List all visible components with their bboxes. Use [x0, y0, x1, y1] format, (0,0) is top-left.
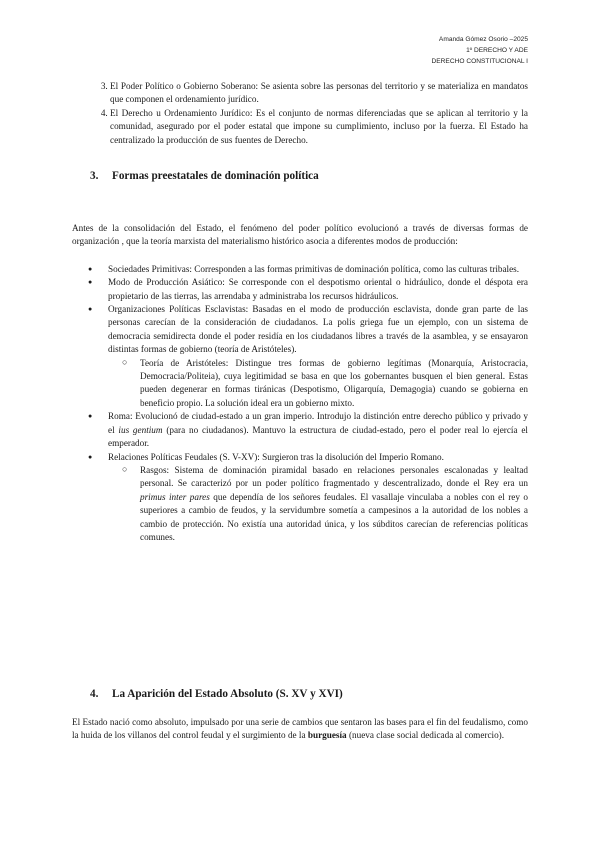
- rasgos-text-b: que dependía de los señores feudales. El vasallaje vinculaba a nobles con el rey o superiores a cambio de feudos, y la servidumbre sometía a campesinos a la autoridad de los nobles a cambio de protección. No existía una autoridad única, y los súbditos carecían de referencias políticas comunes.: [140, 491, 529, 542]
- roma-text-b: (para no ciudadanos). Mantuvo la estructura de ciudad-estado, pero el poder real lo ejercía el emperador.: [108, 424, 528, 449]
- page-content: [72, 80, 529, 741]
- bullet-esclavistas: [108, 303, 528, 410]
- intro-numbered-list: [72, 80, 528, 147]
- header-course: 1º DERECHO Y ADE: [466, 47, 528, 54]
- section-3-heading: [72, 170, 319, 183]
- roma-ius-gentium: ius gentium: [118, 424, 163, 435]
- section-4-text-b: (nueva clase social dedicada al comercio).: [346, 730, 505, 741]
- rasgos-primus-inter-pares: primus inter pares: [140, 491, 210, 502]
- section-4-heading: [72, 688, 343, 701]
- sub-bullet-aristoteles: ○ Teoría de Aristóteles: Distingue tres formas de gobierno legítimas (Monarquía, Aristocracia, Democracia/Politeia), cuya legitimidad se basa en que los gobernantes busquen el bien general. Estas pueden degenerar en formas tiránicas (Despotismo, Oligarquía, Demagogia) cuando se gobierna en beneficio propio. La solución ideal era un gobierno mixto.: [140, 357, 528, 411]
- section-4-title: La Aparición del Estado Absoluto (S. XV y XVI): [112, 688, 343, 700]
- roma-text-a: Roma: Evolucionó de ciudad-estado a un gran imperio. Introdujo la distinción entre derecho público y privado y el: [108, 411, 528, 435]
- burguesia-term: burguesía: [307, 730, 347, 741]
- list-item-poder-politico: 3. El Poder Político o Gobierno Soberano: Se asienta sobre las personas del territorio y se materializa en mandatos que componen el ordenamiento jurídico.: [110, 80, 528, 107]
- section-4-paragraph: [72, 716, 528, 743]
- section-4-text-a: El Estado nació como absoluto, impulsado por una serie de cambios que sentaron las bases para el fin del feudalismo, como la huida de los villanos del control feudal y el surgimiento de la: [72, 717, 528, 741]
- section-3-body: [72, 222, 528, 544]
- bullet-feudales: [108, 451, 528, 545]
- header-subject: DERECHO CONSTITUCIONAL I: [431, 58, 528, 65]
- rasgos-text-a: Rasgos: Sistema de dominación piramidal basado en relaciones personales escalonadas y lealtad personal. Se caracterizó por un poder político fragmentado y descentralizado, donde el Rey era un: [140, 464, 528, 489]
- feudales-sublist: [108, 464, 528, 544]
- header-author: Amanda Gómez Osorio –2025: [438, 36, 528, 43]
- bullet-sociedades-primitivas: ● Sociedades Primitivas: Corresponden a las formas primitivas de dominación política, como las culturas tribales.: [108, 263, 528, 276]
- section-4-number: 4.: [90, 688, 99, 700]
- forms-bullet-list: [72, 263, 528, 545]
- list-item-derecho: 4. El Derecho u Ordenamiento Jurídico: Es el conjunto de normas diferenciadas que se aplican al territorio y la comunidad, asegurado por el poder estatal que impone su cumplimiento, incluso por la fuerza. El Estado ha centralizado la producción de sus fuentes de Derecho.: [110, 107, 528, 147]
- bullet-modo-asiatico: ● Modo de Producción Asiático: Se corresponde con el despotismo oriental o hidráulico, donde el déspota era propietario de las tierras, las arrendaba y administraba los recursos hidráulicos.: [108, 276, 528, 303]
- feudales-text: Relaciones Políticas Feudales (S. V-XV): Surgieron tras la disolución del Imperio Romano.: [108, 451, 444, 462]
- section-3-intro: Antes de la consolidación del Estado, el fenómeno del poder político evolucionó a través de diversas formas de organización , que la teoría marxista del materialismo histórico asocia a diferentes modos de producción:: [72, 223, 528, 247]
- sub-bullet-rasgos: [140, 464, 528, 544]
- esclavistas-text: Organizaciones Políticas Esclavistas: Basadas en el modo de producción esclavista, donde gran parte de las personas carecían de la consideración de ciudadanos. La polis griega fue un ejemplo, con un sistema de democracia semidirecta donde el poder residía en los ciudadanos libres a través de la asamblea, y se ensayaron distintas formas de gobierno (teoría de Aristóteles).: [108, 304, 528, 355]
- section-3-number: 3.: [90, 170, 99, 182]
- esclavistas-sublist: [108, 357, 528, 411]
- section-3-title: Formas preestatales de dominación política: [112, 170, 319, 182]
- page-header: [432, 34, 528, 67]
- section-4-body: [72, 716, 528, 743]
- bullet-roma: [108, 410, 528, 450]
